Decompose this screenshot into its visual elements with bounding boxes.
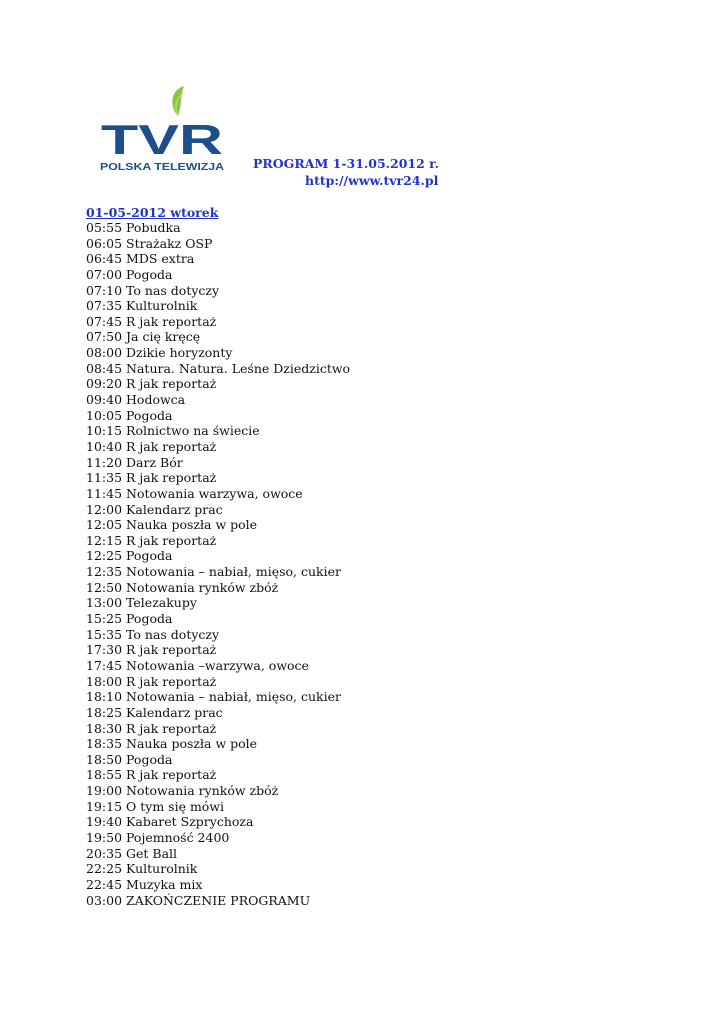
- schedule-entry: [86, 345, 350, 361]
- entry-time: 20:35: [86, 845, 123, 861]
- entry-title: Kulturolnik: [126, 861, 198, 877]
- schedule-entry: [86, 877, 350, 893]
- entry-time: 18:30: [86, 720, 123, 736]
- schedule-entry: [86, 595, 350, 611]
- schedule-entry: [86, 376, 350, 392]
- entry-title: R jak reportaż: [126, 720, 217, 736]
- entry-time: 17:45: [86, 657, 123, 673]
- entry-title: To nas dotyczy: [126, 282, 220, 298]
- day-heading[interactable]: 01-05-2012 wtorek: [86, 205, 219, 220]
- schedule-entry: [86, 642, 350, 658]
- schedule-entry: [86, 408, 350, 424]
- entry-title: MDS extra: [126, 251, 195, 267]
- entry-time: 12:50: [86, 579, 123, 595]
- entry-time: 06:05: [86, 235, 123, 251]
- schedule-entry: [86, 689, 350, 705]
- entry-title: Nauka poszła w pole: [126, 736, 258, 752]
- schedule-entry: [86, 721, 350, 737]
- entry-time: 08:00: [86, 345, 123, 361]
- schedule-entry: [86, 517, 350, 533]
- schedule-entry: [86, 846, 350, 862]
- entry-title: Notowania warzywa, owoce: [126, 485, 303, 501]
- tvr-logo: [98, 86, 226, 172]
- entry-time: 12:25: [86, 548, 123, 564]
- schedule-entry: [86, 502, 350, 518]
- entry-time: 12:00: [86, 501, 123, 517]
- entry-time: 18:25: [86, 704, 123, 720]
- schedule-entry: [86, 423, 350, 439]
- entry-title: R jak reportaż: [126, 376, 217, 392]
- entry-time: 12:35: [86, 564, 123, 580]
- logo-subtitle-text: POLSKA TELEWIZJA: [100, 161, 225, 172]
- entry-title: Notowania rynków zbóż: [126, 579, 279, 595]
- entry-time: 10:40: [86, 438, 123, 454]
- entry-title: Notowania rynków zbóż: [126, 783, 279, 799]
- schedule-entry: [86, 486, 350, 502]
- schedule-entry: [86, 705, 350, 721]
- entry-time: 09:40: [86, 392, 123, 408]
- entry-time: 05:55: [86, 220, 123, 235]
- entry-time: 15:25: [86, 611, 123, 627]
- entry-title: R jak reportaż: [126, 438, 217, 454]
- schedule-entry: [86, 752, 350, 768]
- entry-time: 13:00: [86, 595, 123, 611]
- entry-time: 17:30: [86, 642, 123, 658]
- schedule-entry: [86, 783, 350, 799]
- entry-time: 19:50: [86, 829, 123, 845]
- entry-title: Rolnictwo na świecie: [126, 423, 260, 439]
- entry-title: Kabaret Szprychoza: [126, 814, 254, 830]
- entry-title: O tym się mówi: [126, 798, 225, 814]
- schedule-entry: [86, 267, 350, 283]
- entry-time: 15:35: [86, 626, 123, 642]
- entry-title: ZAKOŃCZENIE PROGRAMU: [126, 892, 311, 908]
- schedule-entry: [86, 251, 350, 267]
- entry-time: 11:20: [86, 454, 123, 470]
- entry-time: 07:00: [86, 266, 123, 282]
- schedule-entry: [86, 470, 350, 486]
- schedule-entry: [86, 439, 350, 455]
- entry-time: 18:55: [86, 767, 123, 783]
- entry-time: 07:50: [86, 329, 123, 345]
- entry-title: R jak reportaż: [126, 470, 217, 486]
- entry-title: Pojemność 2400: [126, 829, 230, 845]
- entry-time: 11:45: [86, 485, 123, 501]
- program-url[interactable]: http://www.tvr24.pl: [305, 173, 439, 188]
- entry-time: 19:15: [86, 798, 123, 814]
- entry-title: Hodowca: [126, 392, 186, 408]
- entry-time: 07:35: [86, 298, 123, 314]
- schedule-entry: [86, 220, 350, 236]
- schedule-entry: [86, 298, 350, 314]
- schedule-entry: [86, 736, 350, 752]
- entry-time: 03:00: [86, 892, 123, 908]
- program-title: PROGRAM 1-31.05.2012 r.: [253, 156, 439, 171]
- entry-time: 18:10: [86, 689, 123, 705]
- logo-brand-text: TVR: [101, 116, 223, 163]
- entry-title: Strażakz OSP: [126, 235, 213, 251]
- entry-title: Ja cię kręcę: [126, 329, 201, 345]
- schedule-entry: [86, 767, 350, 783]
- schedule-entry: [86, 455, 350, 471]
- entry-title: R jak reportaż: [126, 767, 217, 783]
- entry-time: 10:05: [86, 407, 123, 423]
- entry-time: 19:40: [86, 814, 123, 830]
- entry-title: Pogoda: [126, 407, 173, 423]
- schedule-entry: [86, 611, 350, 627]
- entry-title: Pogoda: [126, 611, 173, 627]
- entry-time: 07:45: [86, 313, 123, 329]
- entry-title: Pogoda: [126, 548, 173, 564]
- entry-title: Notowania – nabiał, mięso, cukier: [126, 689, 341, 705]
- entry-time: 12:05: [86, 517, 123, 533]
- entry-title: Pogoda: [126, 751, 173, 767]
- entry-title: Nauka poszła w pole: [126, 517, 258, 533]
- entry-time: 10:15: [86, 423, 123, 439]
- entry-title: Telezakupy: [126, 595, 197, 611]
- entry-title: Get Ball: [126, 845, 178, 861]
- schedule-entry: [86, 533, 350, 549]
- schedule-entry: [86, 283, 350, 299]
- entry-title: Natura. Natura. Leśne Dziedzictwo: [126, 360, 351, 376]
- entry-time: 22:25: [86, 861, 123, 877]
- schedule-entry: [86, 674, 350, 690]
- schedule-entry: [86, 314, 350, 330]
- entry-time: 06:45: [86, 251, 123, 267]
- schedule-entry: [86, 627, 350, 643]
- schedule-entry: [86, 861, 350, 877]
- entry-title: Kulturolnik: [126, 298, 198, 314]
- entry-title: R jak reportaż: [126, 673, 217, 689]
- entry-title: Notowania –warzywa, owoce: [126, 657, 309, 673]
- entry-title: R jak reportaż: [126, 642, 217, 658]
- schedule-entry: [86, 893, 350, 909]
- entry-title: Pogoda: [126, 266, 173, 282]
- schedule-entry: [86, 564, 350, 580]
- entry-title: Notowania – nabiał, mięso, cukier: [126, 564, 341, 580]
- entry-title: R jak reportaż: [126, 532, 217, 548]
- entry-time: 18:35: [86, 736, 123, 752]
- entry-title: R jak reportaż: [126, 313, 217, 329]
- schedule-list: [86, 220, 350, 908]
- entry-title: Muzyka mix: [126, 876, 203, 892]
- entry-title: Dzikie horyzonty: [126, 345, 233, 361]
- entry-time: 11:35: [86, 470, 123, 486]
- entry-title: Pobudka: [126, 220, 181, 235]
- entry-title: To nas dotyczy: [126, 626, 220, 642]
- entry-title: Kalendarz prac: [126, 501, 223, 517]
- entry-time: 12:15: [86, 532, 123, 548]
- schedule-entry: [86, 329, 350, 345]
- leaf-icon: [172, 86, 184, 116]
- entry-time: 09:20: [86, 376, 123, 392]
- entry-time: 19:00: [86, 783, 123, 799]
- entry-time: 22:45: [86, 876, 123, 892]
- entry-time: 08:45: [86, 360, 123, 376]
- schedule-entry: [86, 814, 350, 830]
- schedule-entry: [86, 236, 350, 252]
- entry-time: 18:00: [86, 673, 123, 689]
- schedule-entry: [86, 392, 350, 408]
- schedule-entry: [86, 580, 350, 596]
- entry-title: Kalendarz prac: [126, 704, 223, 720]
- schedule-entry: [86, 799, 350, 815]
- entry-time: 18:50: [86, 751, 123, 767]
- entry-title: Darz Bór: [126, 454, 183, 470]
- schedule-entry: [86, 830, 350, 846]
- schedule-entry: [86, 548, 350, 564]
- schedule-entry: [86, 361, 350, 377]
- schedule-entry: [86, 658, 350, 674]
- entry-time: 07:10: [86, 282, 123, 298]
